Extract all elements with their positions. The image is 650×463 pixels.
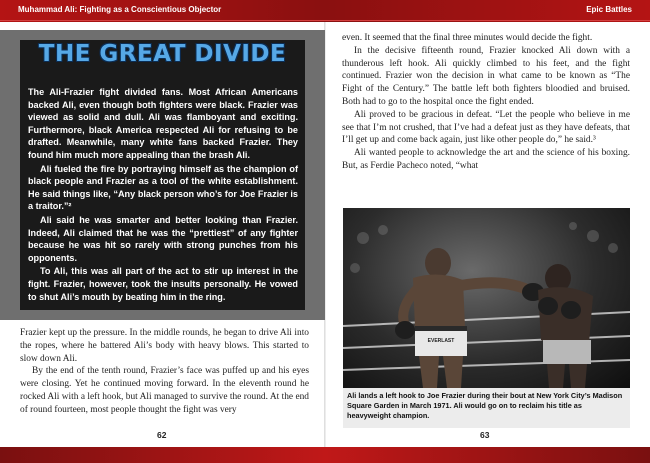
running-header (0, 0, 650, 22)
boxing-photo-illustration (343, 208, 630, 388)
photo-caption: Ali lands a left hook to Joe Frazier during their bout at New York City’s Madison Square Garden in March 1971. Ali would go on to reclaim his title as heavyweight champion. (347, 391, 623, 420)
body-paragraph: Ali wanted people to acknowledge the art and the science of his boxing. But, as Ferdie Pacheco noted, “what (342, 148, 630, 171)
boxer-frazier (538, 264, 593, 388)
sidebar-paragraph: Ali fueled the fire by portraying himself as the champion of black people and Frazier as a tool of the white establishment. He said things like, “Any black person who’s for Joe Frazier is a traitor.”² (28, 163, 298, 212)
right-page-text (342, 32, 630, 173)
sidebar-paragraph: Ali said he was smarter and better looking than Frazier. Indeed, Ali claimed that he was the “prettiest” of any fighter because he was hit so rarely with strong punches from his opponents. (28, 214, 298, 263)
header-book-title: Muhammad Ali: Fighting as a Conscientious Objector (18, 5, 222, 14)
body-paragraph: By the end of the tenth round, Frazier’s face was puffed up and his eyes were closing. Yet he continued moving forward. In the eleventh round he rocked Ali with a left hook, but Ali managed to survive the round. At the end of round fourteen, most people thought the fight was very (20, 366, 309, 415)
sidebar-panel (20, 40, 305, 310)
sidebar-title: THE GREAT DIVIDE (38, 41, 287, 67)
body-paragraph: even. It seemed that the final three minutes would decide the fight. (342, 33, 593, 43)
sidebar-paragraph: The Ali-Frazier fight divided fans. Most African Americans backed Ali, even though both fighters were black. Frazier was viewed as solid and dull. Ali was flamboyant and exciting. Furthermore, black America respected Ali for refusing to be drafted. Meanwhile, many white fans backed Frazier. They found him much more appealing than the brash Ali. (28, 87, 298, 160)
crowd-background (350, 222, 618, 273)
footer-bar (0, 447, 650, 463)
body-paragraph: Ali proved to be gracious in defeat. “Let the people who believe in me see that I’m not crushed, that I’ve had a defeat just as they have defeats, that I’ll get up and come back again, just like other people do,” he said.³ (342, 109, 630, 146)
page-number-left: 62 (157, 430, 167, 440)
trunks-logo: EVERLAST (427, 338, 455, 344)
sidebar-paragraph: To Ali, this was all part of the act to stir up interest in the fight. Frazier, however, took the insults personally. He vowed to shut Ali’s mouth by beating him in the ring. (28, 266, 298, 302)
sidebar-body (28, 86, 298, 303)
left-page-text (20, 327, 309, 417)
body-paragraph: Frazier kept up the pressure. In the middle rounds, he began to drive Ali into the ropes, where he battered Ali’s body with heavy blows. This started to slow down Ali. (20, 328, 309, 364)
sidebar-box (0, 30, 325, 320)
body-paragraph: In the decisive fifteenth round, Frazier knocked Ali down with a thunderous left hook. Ali quickly climbed to his feet, and the fight continued. Frazier won the decision in what came to be known as “The Fight of the Century.” The battle left both fighters bloodied and bruised. Both had to go to the hospital once the fight ended. (342, 45, 630, 107)
boxing-photo (343, 208, 630, 388)
header-rule (0, 20, 650, 21)
header-chapter-title: Epic Battles (586, 5, 632, 14)
page-number-right: 63 (480, 430, 490, 440)
photo-caption-box (343, 388, 630, 428)
